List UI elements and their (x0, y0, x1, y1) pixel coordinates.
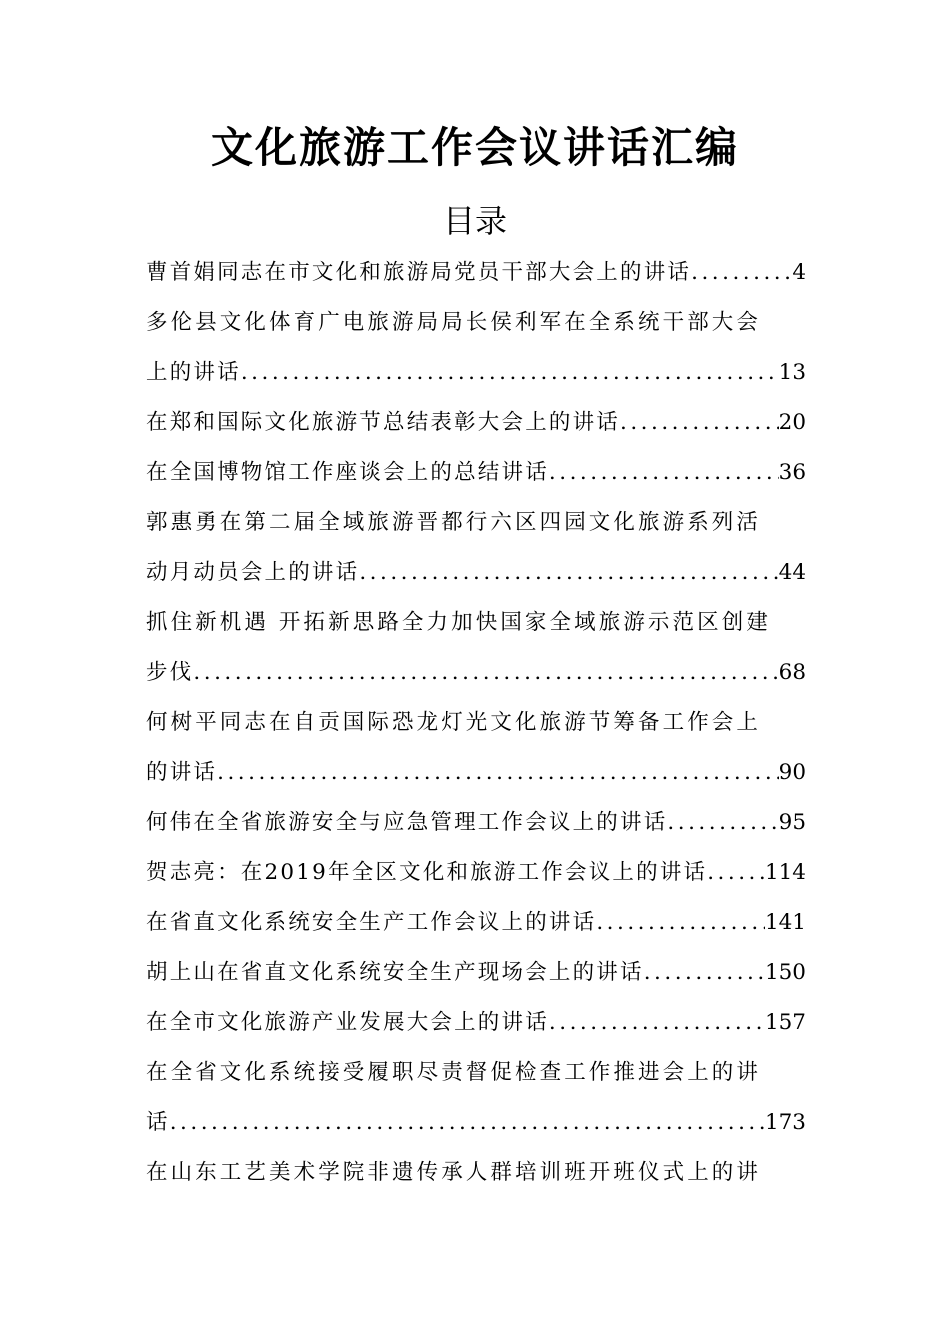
toc-leader-dots (549, 448, 779, 498)
toc-entry-line[interactable] (146, 648, 806, 698)
toc-page-number: 20 (778, 410, 806, 435)
toc-entry-line[interactable] (146, 698, 806, 748)
toc-page-number: 141 (764, 910, 806, 935)
toc-entry-line[interactable] (146, 598, 806, 648)
toc-leader-dots (170, 1098, 765, 1148)
toc-leader-dots (359, 548, 778, 598)
toc-leader-dots (193, 648, 778, 698)
toc-entry-title: 何树平同志在自贡国际恐龙灯光文化旅游节筹备工作会上 (146, 710, 762, 735)
toc-entry-line[interactable] (146, 1098, 806, 1148)
toc-leader-dots (707, 848, 765, 898)
toc-entry-line[interactable] (146, 798, 806, 848)
toc-entry-line[interactable] (146, 548, 806, 598)
toc-page-number: 173 (764, 1110, 806, 1135)
toc-entry-title: 的讲话 (146, 760, 218, 785)
toc-entry-line[interactable] (146, 448, 806, 498)
toc-entry-title: 在郑和国际文化旅游节总结表彰大会上的讲话 (146, 410, 621, 435)
toc-entry-line[interactable] (146, 298, 806, 348)
toc-entry-line[interactable] (146, 848, 806, 898)
toc-entry-line[interactable] (146, 748, 806, 798)
toc-entry-title: 曹首娟同志在市文化和旅游局党员干部大会上的讲话 (146, 260, 692, 285)
toc-entry-title: 在全市文化旅游产业发展大会上的讲话 (146, 1010, 549, 1035)
toc-leader-dots (217, 748, 779, 798)
toc-page-number: 36 (778, 460, 806, 485)
toc-entry-line[interactable] (146, 248, 806, 298)
toc-entry-line[interactable] (146, 1048, 806, 1098)
toc-heading: 目录 (442, 202, 507, 240)
toc-entry-title: 何伟在全省旅游安全与应急管理工作会议上的讲话 (146, 810, 668, 835)
toc-entry-line[interactable] (146, 1148, 806, 1198)
toc-leader-dots (241, 348, 779, 398)
table-of-contents (146, 248, 806, 1198)
toc-page-number: 150 (764, 960, 806, 985)
toc-entry-title: 在全省文化系统接受履职尽责督促检查工作推进会上的讲 (146, 1060, 762, 1085)
toc-page-number: 68 (778, 660, 806, 685)
toc-page-number: 114 (764, 860, 806, 885)
document-title: 文化旅游工作会议讲话汇编 (210, 123, 739, 172)
toc-entry-title: 贺志亮：在2019年全区文化和旅游工作会议上的讲话 (146, 860, 708, 885)
toc-entry-line[interactable] (146, 998, 806, 1048)
toc-entry-title: 抓住新机遇 开拓新思路全力加快国家全域旅游示范区创建 (146, 610, 771, 635)
toc-entry-title: 话 (146, 1110, 170, 1135)
toc-leader-dots (620, 398, 779, 448)
toc-page-number: 13 (778, 360, 806, 385)
toc-page-number: 157 (764, 1010, 806, 1035)
toc-page-number: 4 (792, 260, 806, 285)
toc-entry-line[interactable] (146, 898, 806, 948)
toc-entry-line[interactable] (146, 498, 806, 548)
toc-leader-dots (596, 898, 765, 948)
toc-entry-title: 上的讲话 (146, 360, 241, 385)
toc-entry-title: 胡上山在省直文化系统安全生产现场会上的讲话 (146, 960, 644, 985)
toc-entry-line[interactable] (146, 348, 806, 398)
toc-page-number: 44 (778, 560, 806, 585)
toc-leader-dots (549, 998, 765, 1048)
toc-entry-title: 动月动员会上的讲话 (146, 560, 360, 585)
toc-entry-line[interactable] (146, 398, 806, 448)
toc-page-number: 95 (778, 810, 806, 835)
toc-entry-title: 在全国博物馆工作座谈会上的总结讲话 (146, 460, 549, 485)
toc-entry-title: 在省直文化系统安全生产工作会议上的讲话 (146, 910, 597, 935)
toc-entry-line[interactable] (146, 948, 806, 998)
toc-page-number: 90 (778, 760, 806, 785)
toc-entry-title: 步伐 (146, 660, 194, 685)
toc-leader-dots (667, 798, 778, 848)
toc-leader-dots (691, 248, 792, 298)
toc-entry-title: 在山东工艺美术学院非遗传承人群培训班开班仪式上的讲 (146, 1160, 762, 1185)
toc-leader-dots (644, 948, 765, 998)
toc-entry-title: 多伦县文化体育广电旅游局局长侯利军在全系统干部大会 (146, 310, 762, 335)
toc-entry-title: 郭惠勇在第二届全域旅游晋都行六区四园文化旅游系列活 (146, 510, 762, 535)
